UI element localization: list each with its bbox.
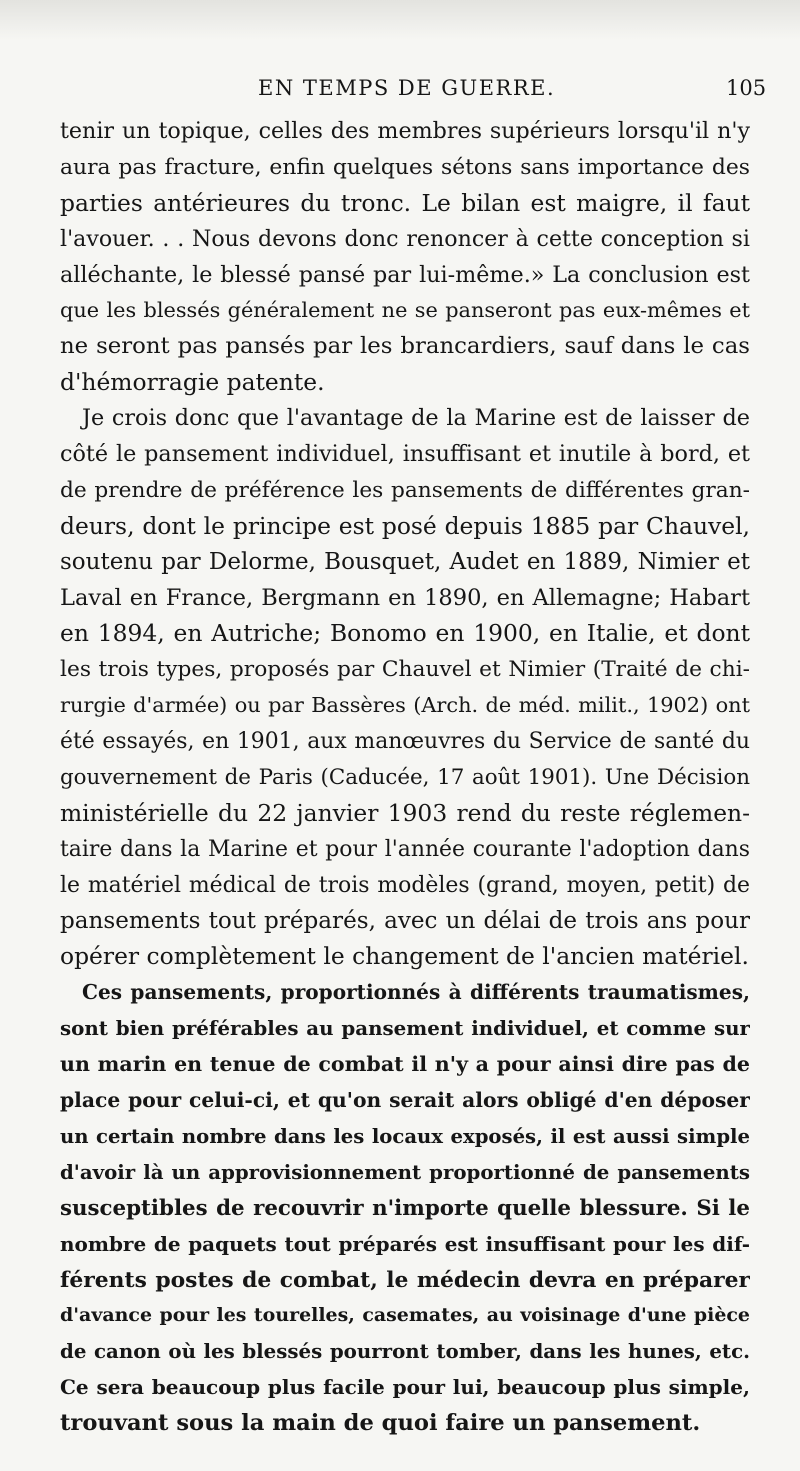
text-line: que les blessés généralement ne se panseront pas eux-mêmes et xyxy=(60,298,750,323)
text-line: Ce sera beaucoup plus facile pour lui, beaucoup plus simple, xyxy=(60,1375,750,1400)
text-line: sont bien préférables au pansement individuel, et comme sur xyxy=(60,1016,750,1041)
page-number: 105 xyxy=(726,76,767,100)
text-line: ne seront pas pansés par les brancardiers, sauf dans le cas xyxy=(60,333,750,360)
text-line: alléchante, le blessé pansé par lui-même.» La conclusion est xyxy=(60,261,750,288)
body-text xyxy=(60,114,750,1442)
text-line: parties antérieures du tronc. Le bilan est maigre, il faut xyxy=(60,188,750,217)
text-line: d'hémorragie patente. xyxy=(60,368,325,397)
page-edge-shadow xyxy=(0,0,800,40)
text-line: un marin en tenue de combat il n'y a pour ainsi dire pas de xyxy=(60,1052,750,1077)
text-line: ministérielle du 22 janvier 1903 rend du reste réglemen- xyxy=(60,798,750,827)
text-line: opérer complètement le changement de l'ancien matériel. xyxy=(60,942,749,971)
text-line: de canon où les blessés pourront tomber, dans les hunes, etc. xyxy=(60,1339,750,1364)
text-line: le matériel médical de trois modèles (grand, moyen, petit) de xyxy=(60,872,750,898)
text-line: un certain nombre dans les locaux exposés, il est aussi simple xyxy=(60,1124,750,1148)
text-line: gouvernement de Paris (Caducée, 17 août 1901). Une Décision xyxy=(60,765,750,791)
text-line: trouvant sous la main de quoi faire un pansement. xyxy=(60,1410,701,1437)
text-line: d'avance pour les tourelles, casemates, au voisinage d'une pièce xyxy=(60,1304,750,1327)
text-line: place pour celui-ci, et qu'on serait alors obligé d'en déposer xyxy=(60,1088,750,1113)
text-line: côté le pansement individuel, insuffisant et inutile à bord, et xyxy=(60,441,750,468)
text-line: Je crois donc que l'avantage de la Marine est de laisser de xyxy=(82,405,750,432)
text-line: deurs, dont le principe est posé depuis 1885 par Chauvel, xyxy=(60,511,750,540)
text-line: Ces pansements, proportionnés à différents traumatismes, xyxy=(82,980,750,1005)
running-head xyxy=(0,76,800,104)
text-line: susceptibles de recouvrir n'importe quelle blessure. Si le xyxy=(60,1195,750,1221)
text-line: les trois types, proposés par Chauvel et Nimier (Traité de chi- xyxy=(60,657,750,683)
text-line: pansements tout préparés, avec un délai de trois ans pour xyxy=(60,907,750,934)
text-line: Laval en France, Bergmann en 1890, en Allemagne; Habart xyxy=(60,584,750,611)
text-line: férents postes de combat, le médecin devra en préparer xyxy=(60,1267,750,1293)
text-line: taire dans la Marine et pour l'année courante l'adoption dans xyxy=(60,836,750,862)
text-line: l'avouer. . . Nous devons donc renoncer à cette conception si xyxy=(60,225,750,252)
text-line: rurgie d'armée) ou par Bassères (Arch. de méd. milit., 1902) ont xyxy=(60,693,750,718)
text-line: été essayés, en 1901, aux manœuvres du Service de santé du xyxy=(60,729,750,755)
text-line: nombre de paquets tout préparés est insuffisant pour les dif- xyxy=(60,1231,750,1256)
text-line: aura pas fracture, enfin quelques sétons sans importance des xyxy=(60,154,750,180)
running-title: EN TEMPS DE GUERRE. xyxy=(258,76,556,100)
text-line: tenir un topique, celles des membres supérieurs lorsqu'il n'y xyxy=(60,118,750,144)
text-line: de prendre de préférence les pansements de différentes gran- xyxy=(60,477,750,503)
text-line: en 1894, en Autriche; Bonomo en 1900, en Italie, et dont xyxy=(60,619,750,648)
text-line: soutenu par Delorme, Bousquet, Audet en 1889, Nimier et xyxy=(60,548,750,575)
text-line: d'avoir là un approvisionnement proportionné de pansements xyxy=(60,1159,750,1184)
